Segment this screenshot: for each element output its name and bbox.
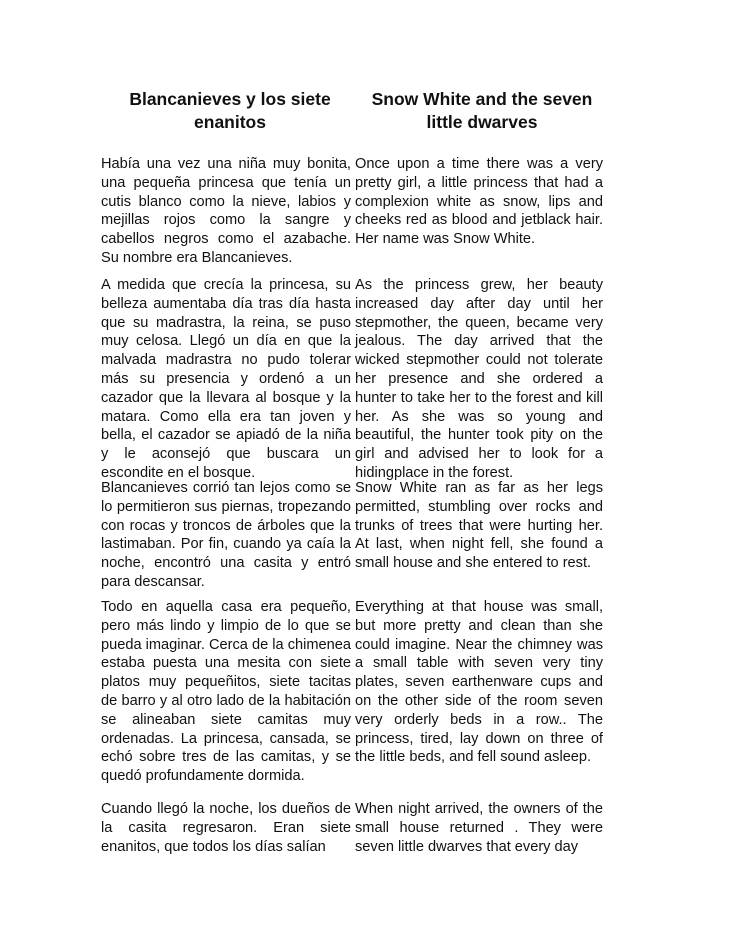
english-column (355, 88, 603, 855)
spanish-paragraph-2: A medida que crecía la princesa, su belleza aumentaba día tras día hasta que su madrastra, la reina, se puso muy celosa. Llegó un día en que la malvada madrastra no pudo tolerar más su presencia y ordenó a un cazador que la llevara al bosque y la matara. Como ella era tan joven y bella, el cazador se apiadó de la niña y le aconsejó que buscara un escondite en el bosque. (101, 277, 351, 481)
spanish-paragraph-5: Cuando llegó la noche, los dueños de la casita regresaron. Eran siete enanitos, que todos los días salían (101, 801, 351, 855)
english-title: Snow White and the seven little dwarves (371, 89, 593, 132)
spanish-paragraph-3: Blancanieves corrió tan lejos como se lo permitieron sus piernas, tropezando con rocas y troncos de árboles que la lastimaban. Por fin, cuando ya caía la noche, encontró una casita y entró para descansar. (101, 480, 351, 590)
spanish-paragraph-4: Todo en aquella casa era pequeño, pero más lindo y limpio de lo que se pueda imaginar. Cerca de la chimenea estaba puesta una mesita con siete platos muy pequeñitos, siete tacitas de barro y al otro lado de la habitación se alineaban siete camitas muy ordenadas. La princesa, cansada, se echó sobre tres de las camitas, y se quedó profundamente dormida. (101, 599, 351, 785)
spanish-paragraph-1: Había una vez una niña muy bonita, una pequeña princesa que tenía un cutis blanco como la nieve, labios y mejillas rojos como la sangre y cabellos negros como el azabache. Su nombre era Blancanieves. (101, 156, 351, 266)
english-paragraph-1: Once upon a time there was a very pretty girl, a little princess that had a complexion white as snow, lips and cheeks red as blood and jetblack hair. Her name was Snow White. (355, 156, 603, 248)
english-paragraph-5: When night arrived, the owners of the small house returned . They were seven little dwarves that every day (355, 801, 603, 855)
english-paragraph-3: Snow White ran as far as her legs permitted, stumbling over rocks and trunks of trees that were hurting her. At last, when night fell, she found a small house and she entered to rest. (355, 480, 603, 572)
spanish-column (101, 88, 351, 855)
english-paragraph-2: As the princess grew, her beauty increased day after day until her stepmother, the queen, became very jealous. The day arrived that the wicked stepmother could not tolerate her presence and she ordered a hunter to take her to the forest and kill her. As she was so young and beautiful, the hunter took pity on the girl and advised her to look for a hidingplace in the forest. (355, 277, 603, 481)
spanish-title: Blancanieves y los siete enanitos (129, 89, 331, 132)
english-paragraph-4: Everything at that house was small, but more pretty and clean than she could imagine. Near the chimney was a small table with seven very tiny plates, seven earthenware cups and on the other side of the room seven very orderly beds in a row.. The princess, tired, lay down on three of the little beds, and fell sound asleep. (355, 599, 603, 766)
